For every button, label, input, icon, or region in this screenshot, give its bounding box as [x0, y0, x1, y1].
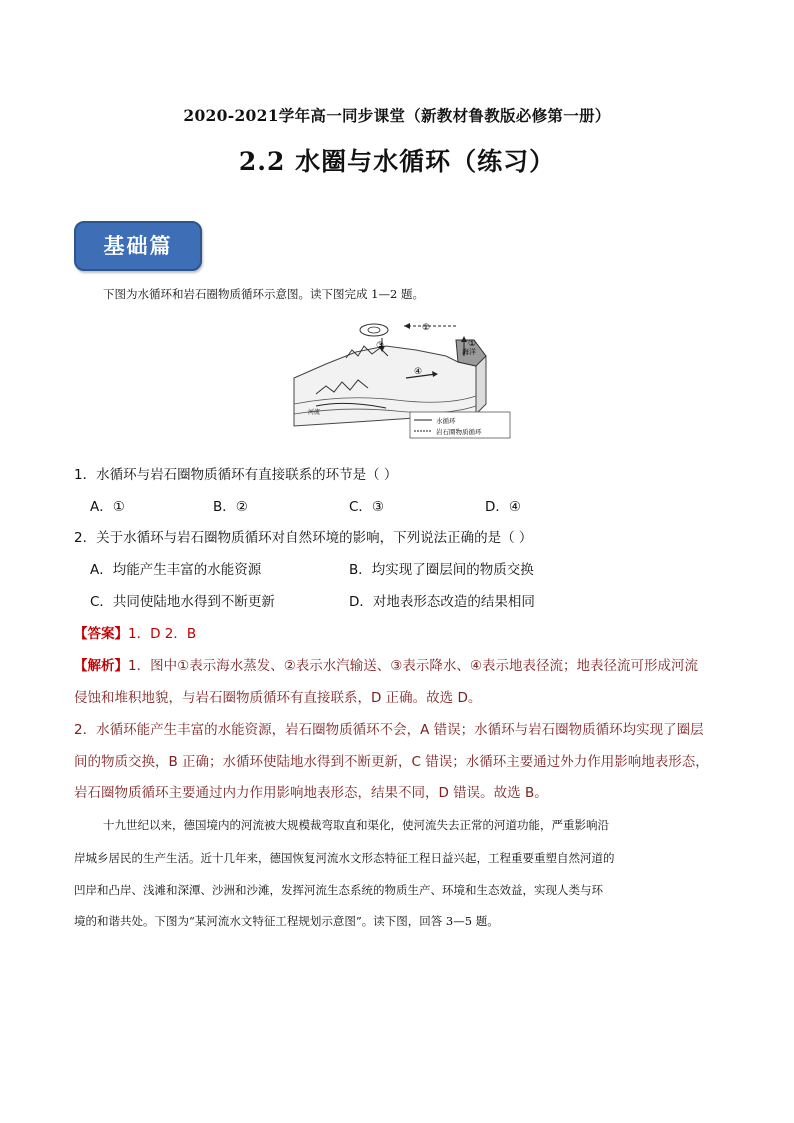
passage-line-1: 十九世纪以来，德国境内的河流被大规模裁弯取直和渠化，使河流失去正常的河道功能，严重影响沿: [103, 818, 609, 832]
legend-water-label: 水循环: [436, 417, 456, 425]
river-label: 河流: [308, 409, 321, 416]
analysis-line-5: 岩石圈物质循环主要通过内力作用影响地表形态，结果不同，D 错误。故选 B。: [74, 785, 548, 801]
analysis-label: 【解析】: [74, 658, 128, 674]
question-1-stem: 1．水循环与岩石圈物质循环有直接联系的环节是（ ）: [74, 467, 398, 483]
answer-text: 1．D 2．B: [128, 626, 197, 642]
passage-line-3: 凹岸和凸岸、浅滩和深潭、沙洲和沙滩，发挥河流生态系统的物质生产、环境和生态效益，实现人类与环: [74, 883, 603, 897]
legend-rock-label: 岩石圈物质循环: [436, 428, 482, 436]
question-1-option-b: B．②: [213, 499, 248, 515]
analysis-line-3: 2．水循环能产生丰富的水能资源，岩石圈物质循环不会，A 错误；水循环与岩石圈物质循环均实现了圈层: [74, 722, 704, 738]
document-title: 2.2 水圈与水循环（练习）: [238, 147, 556, 176]
document-subtitle: 2020-2021学年高一同步课堂（新教材鲁教版必修第一册）: [183, 106, 611, 125]
passage-line-2: 岸城乡居民的生产生活。近十几年来，德国恢复河流水文形态特征工程日益兴起，工程重要重塑自然河道的: [74, 851, 615, 865]
question-2-option-a: A．均能产生丰富的水能资源: [90, 562, 262, 578]
label-3: ③: [376, 341, 385, 351]
figure-intro: 下图为水循环和岩石圈物质循环示意图。读下图完成 1—2 题。: [103, 287, 424, 301]
cloud-icon: [360, 324, 388, 336]
analysis-line-1: [74, 654, 698, 674]
section-badge: 基础篇: [74, 221, 202, 271]
label-1: ①: [468, 339, 477, 349]
question-1-option-c: C．③: [349, 499, 385, 515]
question-2-option-d: D．对地表形态改造的结果相同: [349, 594, 535, 610]
label-4: ④: [414, 367, 423, 377]
passage-line-4: 境的和谐共处。下图为“某河流水文特征工程规划示意图”。读下图，回答 3—5 题。: [74, 914, 499, 928]
answer-label: 【答案】: [74, 626, 128, 642]
water-rock-cycle-figure: [286, 316, 514, 442]
analysis-line-2: 侵蚀和堆积地貌，与岩石圈物质循环有直接联系，D 正确。故选 D。: [74, 690, 482, 706]
answer-block: [74, 622, 196, 642]
analysis-text-1: 1．图中①表示海水蒸发、②表示水汽输送、③表示降水、④表示地表径流；地表径流可形成河流: [128, 658, 698, 674]
question-2-option-b: B．均实现了圈层间的物质交换: [349, 562, 534, 578]
question-1-option-a: A．①: [90, 499, 125, 515]
arrowhead-1: [461, 336, 467, 342]
arrowhead-2: [404, 323, 410, 329]
cycle-diagram: [286, 316, 514, 442]
question-1-option-d: D．④: [485, 499, 521, 515]
question-2-stem: 2．关于水循环与岩石圈物质循环对自然环境的影响，下列说法正确的是（ ）: [74, 530, 533, 546]
analysis-line-4: 间的物质交换，B 正确；水循环使陆地水得到不断更新，C 错误；水循环主要通过外力作用影响地表形态，: [74, 754, 709, 770]
question-2-option-c: C．共同使陆地水得到不断更新: [90, 594, 275, 610]
cloud-icon-inner: [368, 327, 380, 333]
label-2: ②: [422, 323, 431, 333]
ocean-label: 海洋: [462, 348, 476, 356]
